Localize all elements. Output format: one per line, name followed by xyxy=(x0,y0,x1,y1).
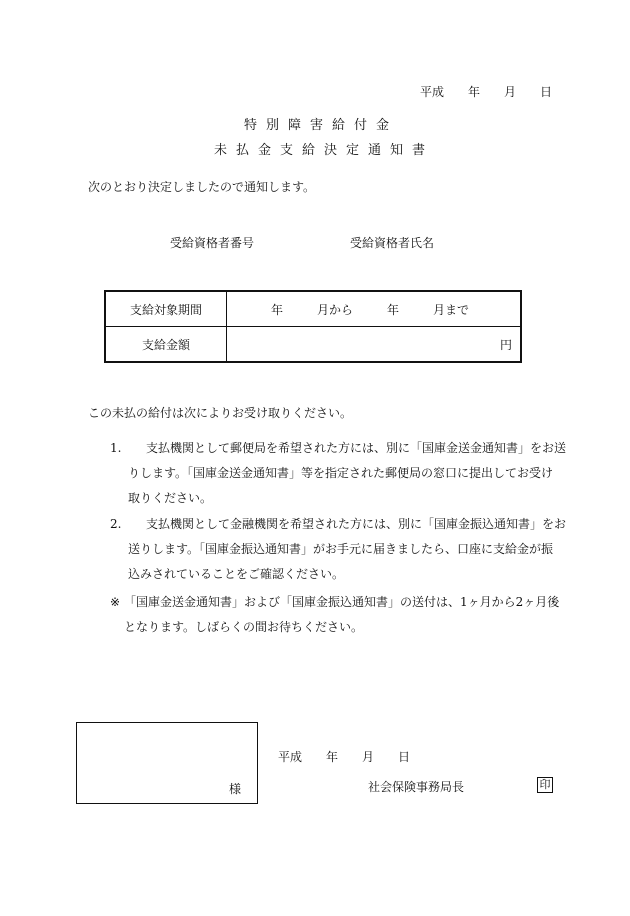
note-line: となります。しばらくの間お待ちください。 xyxy=(124,620,364,634)
date-month: 月 xyxy=(504,85,517,99)
date-day: 日 xyxy=(398,750,411,764)
item-number: 1. xyxy=(110,441,122,455)
issuer-name: 社会保険事務局長 xyxy=(368,780,465,794)
item-line: りします。「国庫金送金通知書」等を指定された郵便局の窓口に提出してお受け xyxy=(128,466,554,480)
date-era: 平成 xyxy=(420,85,445,99)
recipient-name-label: 受給資格者氏名 xyxy=(350,236,435,250)
instruction-item-1 xyxy=(110,436,567,516)
item-number: 2. xyxy=(110,517,122,531)
period-label: 支給対象期間 xyxy=(105,291,227,327)
period-month-to: 月まで xyxy=(433,302,470,317)
intro-text: 次のとおり決定しましたので通知します。 xyxy=(88,180,316,194)
amount-label: 支給金額 xyxy=(105,327,227,363)
date-day: 日 xyxy=(540,85,553,99)
addressee-box xyxy=(76,722,258,804)
seal-mark: 印 xyxy=(537,777,553,793)
item-line: 取りください。 xyxy=(128,491,213,505)
issue-date-bottom xyxy=(278,748,410,765)
document-title-line1: 特別障害給付金 xyxy=(243,118,398,133)
instruction-item-2 xyxy=(110,512,567,592)
item-line: 込みされていることをご確認ください。 xyxy=(128,567,345,581)
recipient-number-label: 受給資格者番号 xyxy=(170,236,255,250)
amount-row xyxy=(105,327,521,363)
period-year-to: 年 xyxy=(387,302,400,317)
period-year-from: 年 xyxy=(271,302,284,317)
date-era: 平成 xyxy=(278,750,303,764)
period-month-from: 月から xyxy=(317,302,354,317)
date-month: 月 xyxy=(362,750,375,764)
note-line: 「国庫金送金通知書」および「国庫金振込通知書」の送付は、1ヶ月から2ヶ月後 xyxy=(124,595,560,609)
item-line: 支払機関として金融機関を希望された方には、別に「国庫金振込通知書」をお xyxy=(146,517,567,531)
document-title-line2: 未払金支給決定通知書 xyxy=(213,143,434,158)
receive-intro: この未払の給付は次によりお受け取りください。 xyxy=(88,406,353,420)
note-mark: ※ xyxy=(110,595,121,609)
period-row xyxy=(105,291,521,327)
period-value xyxy=(227,291,522,327)
item-line: 支払機関として郵便局を希望された方には、別に「国庫金送金通知書」をお送 xyxy=(146,441,567,455)
date-year: 年 xyxy=(468,85,481,99)
item-line: 送りします。「国庫金振込通知書」がお手元に届きましたら、口座に支給金が振 xyxy=(128,542,554,556)
note xyxy=(110,590,560,646)
date-year: 年 xyxy=(326,750,339,764)
issue-date-top xyxy=(420,83,553,100)
addressee-honorific: 様 xyxy=(228,782,241,796)
payment-table xyxy=(104,290,522,363)
amount-unit: 円 xyxy=(227,327,522,363)
